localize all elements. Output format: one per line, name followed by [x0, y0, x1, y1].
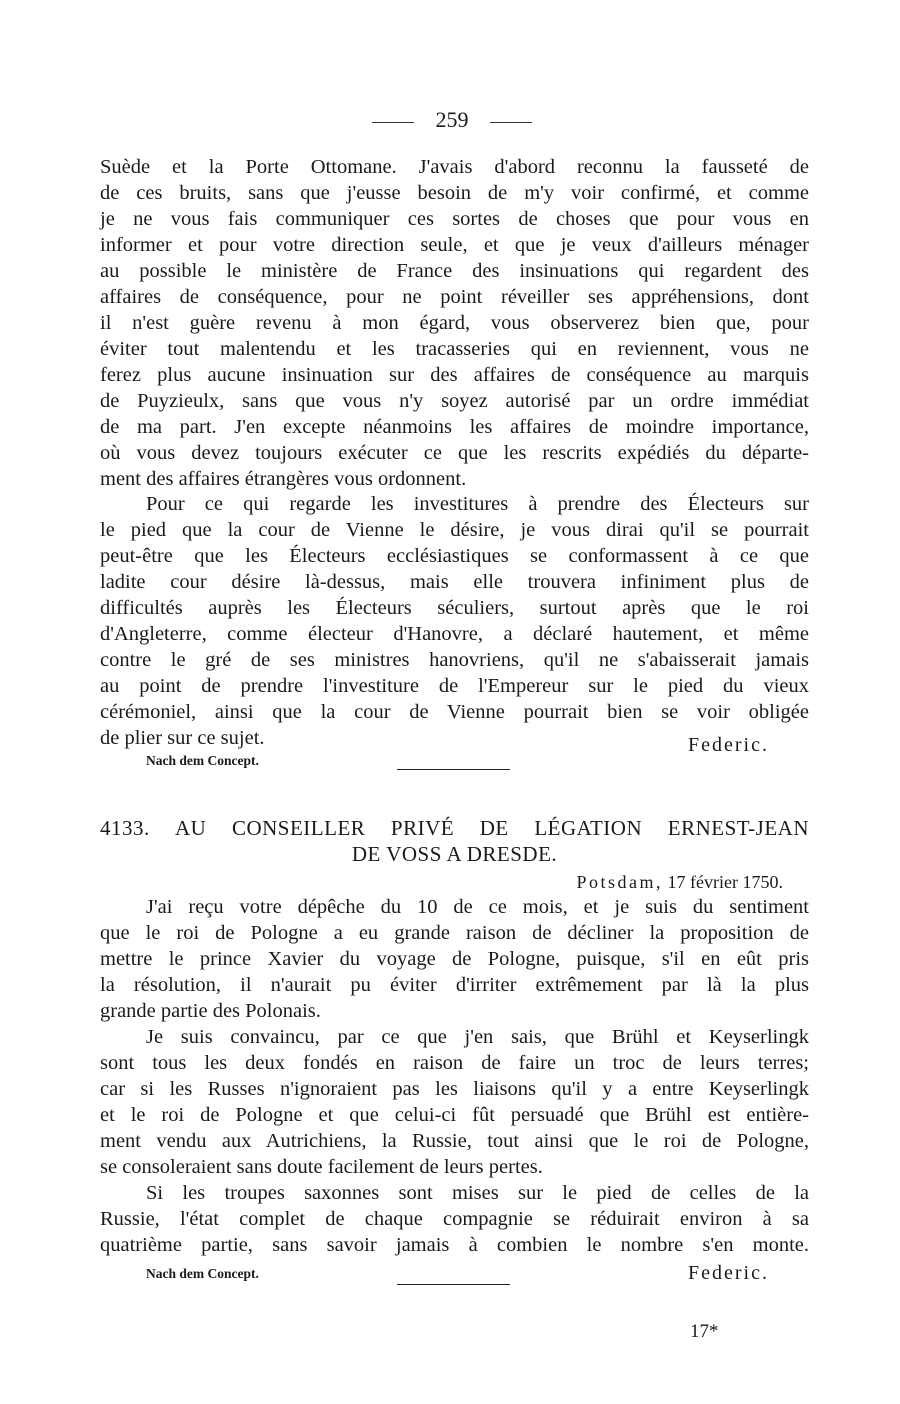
- dateline: [577, 872, 783, 893]
- text-line: peut-être que les Électeurs ecclésiastiques se conformassent à ce que: [100, 545, 809, 567]
- text-line: quatrième partie, sans savoir jamais à combien le nombre s'en monte.: [100, 1234, 809, 1256]
- text-line: je ne vous fais communiquer ces sortes de choses que pour vous en: [100, 208, 809, 230]
- text-line: Je suis convaincu, par ce que j'en sais, que Brühl et Keyserlingk: [146, 1026, 809, 1048]
- text-line: ment vendu aux Autrichiens, la Russie, tout ainsi que le roi de Pologne,: [100, 1130, 809, 1152]
- text-line: Suède et la Porte Ottomane. J'avais d'abord reconnu la fausseté de: [100, 156, 809, 178]
- letter-heading-line2: DE VOSS A DRESDE.: [351, 842, 558, 866]
- signature: Federic.: [688, 1262, 769, 1284]
- separator-rule: [397, 1284, 510, 1285]
- text-line: affaires de conséquence, pour ne point réveiller ses appréhensions, dont: [100, 286, 809, 308]
- text-line: ladite cour désire là-dessus, mais elle trouvera infiniment plus de: [100, 571, 809, 593]
- text-line: cérémoniel, ainsi que la cour de Vienne pourrait bien se voir obligée: [100, 701, 809, 723]
- page-number: 259: [435, 107, 469, 132]
- signature-mark: 17*: [690, 1321, 719, 1342]
- text-line: ment des affaires étrangères vous ordonnent.: [100, 468, 467, 490]
- text-line: Russie, l'état complet de chaque compagnie se réduirait environ à sa: [100, 1208, 809, 1230]
- text-line: grande partie des Polonais.: [100, 1000, 321, 1022]
- source-note: Nach dem Concept.: [146, 1266, 259, 1281]
- header-dash-left: [372, 122, 414, 123]
- text-line: le pied que la cour de Vienne le désire, je vous dirai qu'il se pourrait: [100, 519, 809, 541]
- text-line: au point de prendre l'investiture de l'Empereur sur le pied du vieux: [100, 675, 809, 697]
- text-line: Si les troupes saxonnes sont mises sur le pied de celles de la: [146, 1182, 809, 1204]
- text-line: contre le gré de ses ministres hanovriens, qu'il ne s'abaisserait jamais: [100, 649, 809, 671]
- date-text: 17 février 1750.: [667, 872, 783, 892]
- text-line: difficultés auprès les Électeurs séculiers, surtout après que le roi: [100, 597, 809, 619]
- text-line: la résolution, il n'aurait pu éviter d'irriter extrêmement par là la plus: [100, 974, 809, 996]
- text-line: où vous devez toujours exécuter ce que les rescrits expédiés du départe-: [100, 442, 809, 464]
- text-line: sont tous les deux fondés en raison de faire un troc de leurs terres;: [100, 1052, 809, 1074]
- text-line: J'ai reçu votre dépêche du 10 de ce mois, et je suis du sentiment: [146, 896, 809, 918]
- signature: Federic.: [688, 734, 769, 756]
- text-line: car si les Russes n'ignoraient pas les liaisons qu'il y a entre Keyserlingk: [100, 1078, 809, 1100]
- text-line: d'Angleterre, comme électeur d'Hanovre, a déclaré hautement, et même: [100, 623, 809, 645]
- letter-number: 4133.: [100, 816, 150, 840]
- text-line: que le roi de Pologne a eu grande raison de décliner la proposition de: [100, 922, 809, 944]
- date-place: Potsdam,: [576, 872, 664, 892]
- text-line: de ces bruits, sans que j'eusse besoin de m'y voir confirmé, et comme: [100, 182, 809, 204]
- source-note: Nach dem Concept.: [146, 753, 259, 768]
- text-line: éviter tout malentendu et les tracasseries qui en reviennent, vous ne: [100, 338, 809, 360]
- text-line: de plier sur ce sujet.: [100, 727, 265, 749]
- page-number-header: [372, 107, 532, 137]
- text-line: Pour ce qui regarde les investitures à prendre des Électeurs sur: [146, 493, 809, 515]
- text-line: informer et pour votre direction seule, et que je veux d'ailleurs ménager: [100, 234, 809, 256]
- text-line: de Puyzieulx, sans que vous n'y soyez autorisé par un ordre immédiat: [100, 390, 809, 412]
- text-line: ferez plus aucune insinuation sur des affaires de conséquence au marquis: [100, 364, 809, 386]
- text-line: et le roi de Pologne et que celui-ci fût persuadé que Brühl est entière-: [100, 1104, 809, 1126]
- letter-heading-line1: AU CONSEILLER PRIVÉ DE LÉGATION ERNEST-JEAN: [175, 816, 809, 840]
- header-dash-right: [490, 122, 532, 123]
- text-line: mettre le prince Xavier du voyage de Pologne, puisque, s'il en eût pris: [100, 948, 809, 970]
- text-line: de ma part. J'en excepte néanmoins les affaires de moindre importance,: [100, 416, 809, 438]
- separator-rule: [397, 769, 510, 770]
- text-line: il n'est guère revenu à mon égard, vous observerez bien que, pour: [100, 312, 809, 334]
- text-line: au possible le ministère de France des insinuations qui regardent des: [100, 260, 809, 282]
- text-line: se consoleraient sans doute facilement de leurs pertes.: [100, 1156, 543, 1178]
